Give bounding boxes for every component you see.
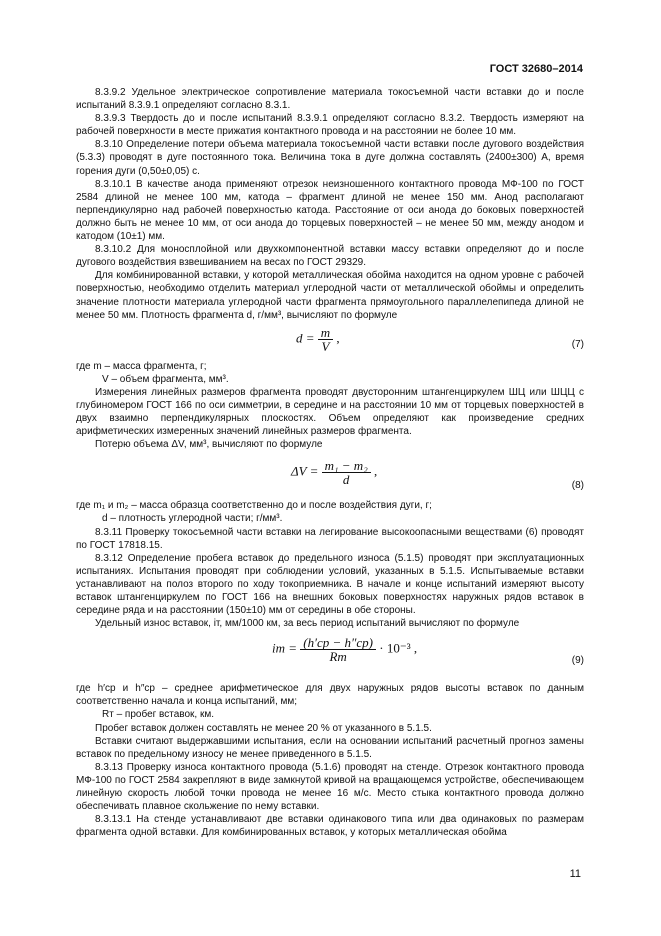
document-header: ГОСТ 32680–2014 [489,63,583,75]
paragraph: Пробег вставок должен составлять не менее 20 % от указанного в 5.1.5. [95,722,432,734]
formula-lhs: ΔV [291,463,307,479]
where-line: V – объем фрагмента, мм³. [102,373,229,385]
document-body [76,86,584,839]
equation-number: (8) [571,480,584,492]
where-line: где m – масса фрагмента, г; [76,360,207,372]
paragraph: 8.3.10.2 Для моносплойной или двухкомпонентной вставки массу вставки определяют до и после дугового воздействия взвешиванием на весах по ГОСТ 29329. [76,244,584,269]
where-line: Rт – пробег вставок, км. [102,709,215,721]
where-line: где h′ср и h″ср – среднее арифметическое для двух наружных рядов высоты вставок по данным соответственно начала и конца испытаний, мм; [76,683,584,708]
denominator: V [321,338,330,354]
formula-tail: , [373,463,378,479]
paragraph: Удельный износ вставок, iт, мм/1000 км, за весь период испытаний вычисляют по формуле [95,618,520,630]
denominator: Rт [329,649,347,665]
formula-tail: , [413,640,418,656]
equation-number: (9) [571,655,584,667]
page-number: 11 [569,868,581,880]
numerator: m [318,326,333,340]
paragraph: 8.3.10.1 В качестве анода применяют отрезок неизношенного контактного провода МФ-100 по ГОСТ 2584 длиной не менее 100 мм, катода – фрагмент длиной не менее 150 мм. Анод располагают перпендикулярно над рабочей поверхностью катода. Расстояние от оси анода до боковых поверхностей должно быть не менее 10 мм, от оси анода до торцевых поверхностей – не менее 50 мм, между анодом и катодом (10±1) мм. [76,178,584,243]
fraction [322,459,371,486]
formula-8: ΔV = $\frac{\text{m₁ − m₂}}{d}$ , (8) [291,458,584,492]
paragraph: 8.3.9.3 Твердость до и после испытаний 8.3.9.1 определяют согласно 8.3.2. Твердость измеряют на рабочей поверхности в месте прижатия контактного провода и на расстоянии не более 10 мм. [76,113,584,138]
paragraph: 8.3.11 Проверку токосъемной части вставки на легирование высокоопасными веществами (6) проводят по ГОСТ 17818.15. [76,526,584,551]
fraction [318,326,333,353]
where-line: d – плотность углеродной части; г/мм³. [102,513,283,525]
formula-lhs: iт [272,640,285,656]
fraction [300,636,376,663]
paragraph: 8.3.12 Определение пробега вставок до предельного износа (5.1.5) проводят при эксплуатационных испытаниях. Испытания проводят при соблюдении условий, указанных в 5.1.5. Испытываемые вставки устанавливают на полоз второго по ходу токоприемника. В начале и конце испытаний измеряют высоту вставок штангенциркулем по ГОСТ 166 на внешних боковых поверхностях наружных рядов вставок в середине ряда и на расстоянии (150±10) мм от середины в обе стороны. [76,552,584,617]
paragraph: 8.3.13 Проверку износа контактного провода (5.1.6) проводят на стенде. Отрезок контактного провода МФ-100 по ГОСТ 2584 закрепляют в виде замкнутой кривой на вращающемся устройстве, обеспечивающем линейную скорость любой точки провода не менее 16 м/с. Место стыка контактного провода должно обеспечивать плавное скольжение по нему вставки. [76,761,584,813]
formula-multiplier: · 10⁻³ [379,640,411,656]
formula-7: d = $\frac{m}{V}$ , (7) [296,324,584,354]
denominator: d [342,472,350,488]
paragraph: Потерю объема ΔV, мм³, вычисляют по формуле [95,439,323,451]
paragraph: 8.3.9.2 Удельное электрическое сопротивление материала токосъемной части вставки до и после испытаний 8.3.9.1 определяют согласно 8.3.1. [76,87,584,112]
formula-lhs: d [296,330,303,346]
formula-9: iт = $\frac{(h'ср - h''ср)}{Rт}$ · 10⁻³ , (9) [272,635,584,667]
equation-number: (7) [571,338,584,350]
formula-tail: , [336,330,340,346]
paragraph: Вставки считают выдержавшими испытания, если на основании испытаний расчетный прогноз замены вставок по предельному износу не менее приведенного в 5.1.5. [76,735,584,760]
where-line: где m₁ и m₂ – масса образца соответственно до и после воздействия дуги, г; [76,500,432,512]
paragraph: Измерения линейных размеров фрагмента проводят двусторонним штангенциркулем ШЦ или ШЦЦ с глубиномером ГОСТ 166 по оси симметрии, в середине и на расстоянии 10 мм от торцевых поверхностей в двух взаимно перпендикулярных плоскостях. Объем определяют как произведение средних арифметических измеренных значений линейных размеров фрагмента. [76,386,584,438]
paragraph: 8.3.13.1 На стенде устанавливают две вставки одинакового типа или два одинаковых по размерам фрагмента одной вставки. Для комбинированных вставок, у которых металлическая обойма [76,814,584,839]
numerator: (h′ср − h″ср) [300,636,376,650]
paragraph: Для комбинированной вставки, у которой металлическая обойма находится на одном уровне с рабочей поверхностью, необходимо отделить материал углеродной части от металлической обоймы и определить значение плотности материала углеродной части фрагмента прямоугольного параллелепипеда длиной не менее 50 мм. Плотность фрагмента d, г/мм³, вычисляют по формуле [76,270,584,321]
paragraph: 8.3.10 Определение потери объема материала токосъемной части вставки после дугового воздействия (5.3.3) проводят в дуге постоянного тока. Величина тока в дуге должна составлять (2400±300) А, время горения дуги (0,50±0,05) с. [76,139,584,177]
numerator: m₁ − m₂ [322,459,371,473]
